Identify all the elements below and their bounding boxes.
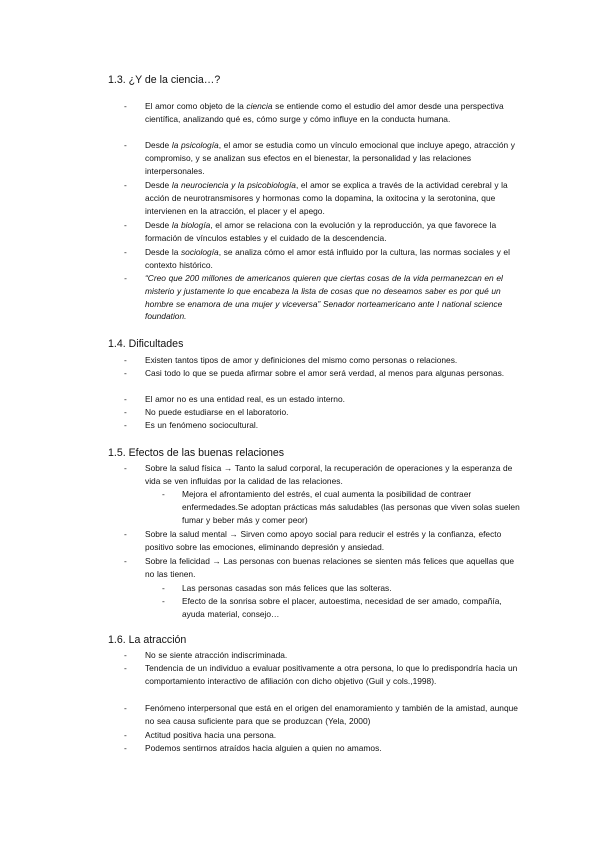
section-heading: 1.4. Dificultades [108, 338, 184, 350]
sub-list-item: - Las personas casadas son más felices que las solteras. [162, 583, 392, 593]
list-item: - Podemos sentirnos atraídos hacia alguien a quien no amamos. [124, 743, 382, 753]
list-item: - El amor como objeto de la ciencia se entiende como el estudio del amor desde una perspectiva científica, analizando qué es, cómo surge y cómo influye en la conducta humana. [124, 101, 504, 124]
list-item: - El amor no es una entidad real, es un estado interno. [124, 394, 345, 404]
dash-bullet: - [124, 273, 127, 283]
list-item: - Desde la sociología, se analiza cómo el amor está influido por la cultura, las normas sociales y el contexto histórico. [124, 247, 510, 270]
list-item: - Fenómeno interpersonal que está en el origen del enamoramiento y también de la amistad, aunque no sea causa suficiente para que se produzcan (Yela, 2000) [124, 703, 518, 726]
dash-bullet: - [162, 596, 165, 606]
list-item: - Actitud positiva hacia una persona. [124, 730, 277, 740]
dash-bullet: - [124, 420, 127, 430]
dash-bullet: - [124, 529, 127, 539]
dash-bullet: - [124, 743, 127, 753]
sub-list-item: - Mejora el afrontamiento del estrés, el cual aumenta la posibilidad de contraer enfermedades.Se adoptan prácticas más saludables (las personas que viven solas suelen fumar y beber más y comer peor) [162, 489, 520, 525]
list-item: - Desde la psicología, el amor se estudia como un vínculo emocional que incluye apego, atracción y compromiso, y se analizan sus efectos en el bienestar, la personalidad y las relaciones interpersonales. [124, 140, 515, 176]
dash-bullet: - [124, 247, 127, 257]
dash-bullet: - [124, 394, 127, 404]
dash-bullet: - [124, 650, 127, 660]
dash-bullet: - [124, 140, 127, 150]
section-heading: 1.3. ¿Y de la ciencia…? [108, 74, 221, 86]
list-item: - Sobre la salud física → Tanto la salud corporal, la recuperación de operaciones y la esperanza de vida se ven influidas por la calidad de las relaciones. [124, 463, 513, 486]
list-item: - Es un fenómeno sociocultural. [124, 420, 259, 430]
dash-bullet: - [124, 220, 127, 230]
dash-bullet: - [124, 355, 127, 365]
dash-bullet: - [162, 583, 165, 593]
list-item: - No se siente atracción indiscriminada. [124, 650, 288, 660]
dash-bullet: - [162, 489, 165, 499]
list-item: - Casi todo lo que se pueda afirmar sobre el amor será verdad, al menos para algunas personas. [124, 368, 505, 378]
dash-bullet: - [124, 101, 127, 111]
section-heading: 1.5. Efectos de las buenas relaciones [108, 447, 285, 459]
dash-bullet: - [124, 556, 127, 566]
list-item: - Desde la biología, el amor se relaciona con la evolución y la reproducción, ya que favorece la formación de vínculos estables y el cuidado de la descendencia. [124, 220, 497, 243]
list-item: - Existen tantos tipos de amor y definiciones del mismo como personas o relaciones. [124, 355, 458, 365]
dash-bullet: - [124, 703, 127, 713]
list-item: - Tendencia de un individuo a evaluar positivamente a otra persona, lo que lo predispondría hacia un comportamiento interactivo de afiliación con dicho objetivo (Guil y cols.,1998). [124, 663, 518, 686]
section-heading: 1.6. La atracción [108, 634, 187, 646]
list-item: - No puede estudiarse en el laboratorio. [124, 407, 289, 417]
dash-bullet: - [124, 730, 127, 740]
sub-list-item: - Efecto de la sonrisa sobre el placer, autoestima, necesidad de ser amado, compañía, ayuda material, consejo… [162, 596, 502, 619]
dash-bullet: - [124, 180, 127, 190]
dash-bullet: - [124, 463, 127, 473]
quote-item: - “Creo que 200 millones de americanos quieren que ciertas cosas de la vida permanezcan en el misterio y justamente lo que encabeza la lista de cosas que no deseamos saber es por qué un hombre se enamora de una mujer y viceversa” Senador norteamericano ante I national science foundation. [124, 273, 503, 322]
dash-bullet: - [124, 368, 127, 378]
list-item: - Sobre la salud mental → Sirven como apoyo social para reducir el estrés y la confianza, efecto positivo sobre las emociones, eliminando depresión y ansiedad. [124, 529, 502, 552]
dash-bullet: - [124, 663, 127, 673]
list-item: - Desde la neurociencia y la psicobiología, el amor se explica a través de la actividad cerebral y la acción de neurotransmisores y hormonas como la dopamina, la oxitocina y la serotonina, que intervienen en la atracción, el placer y el apego. [124, 180, 508, 216]
list-item: - Sobre la felicidad → Las personas con buenas relaciones se sienten más felices que aquellas que no las tienen. [124, 556, 515, 579]
dash-bullet: - [124, 407, 127, 417]
